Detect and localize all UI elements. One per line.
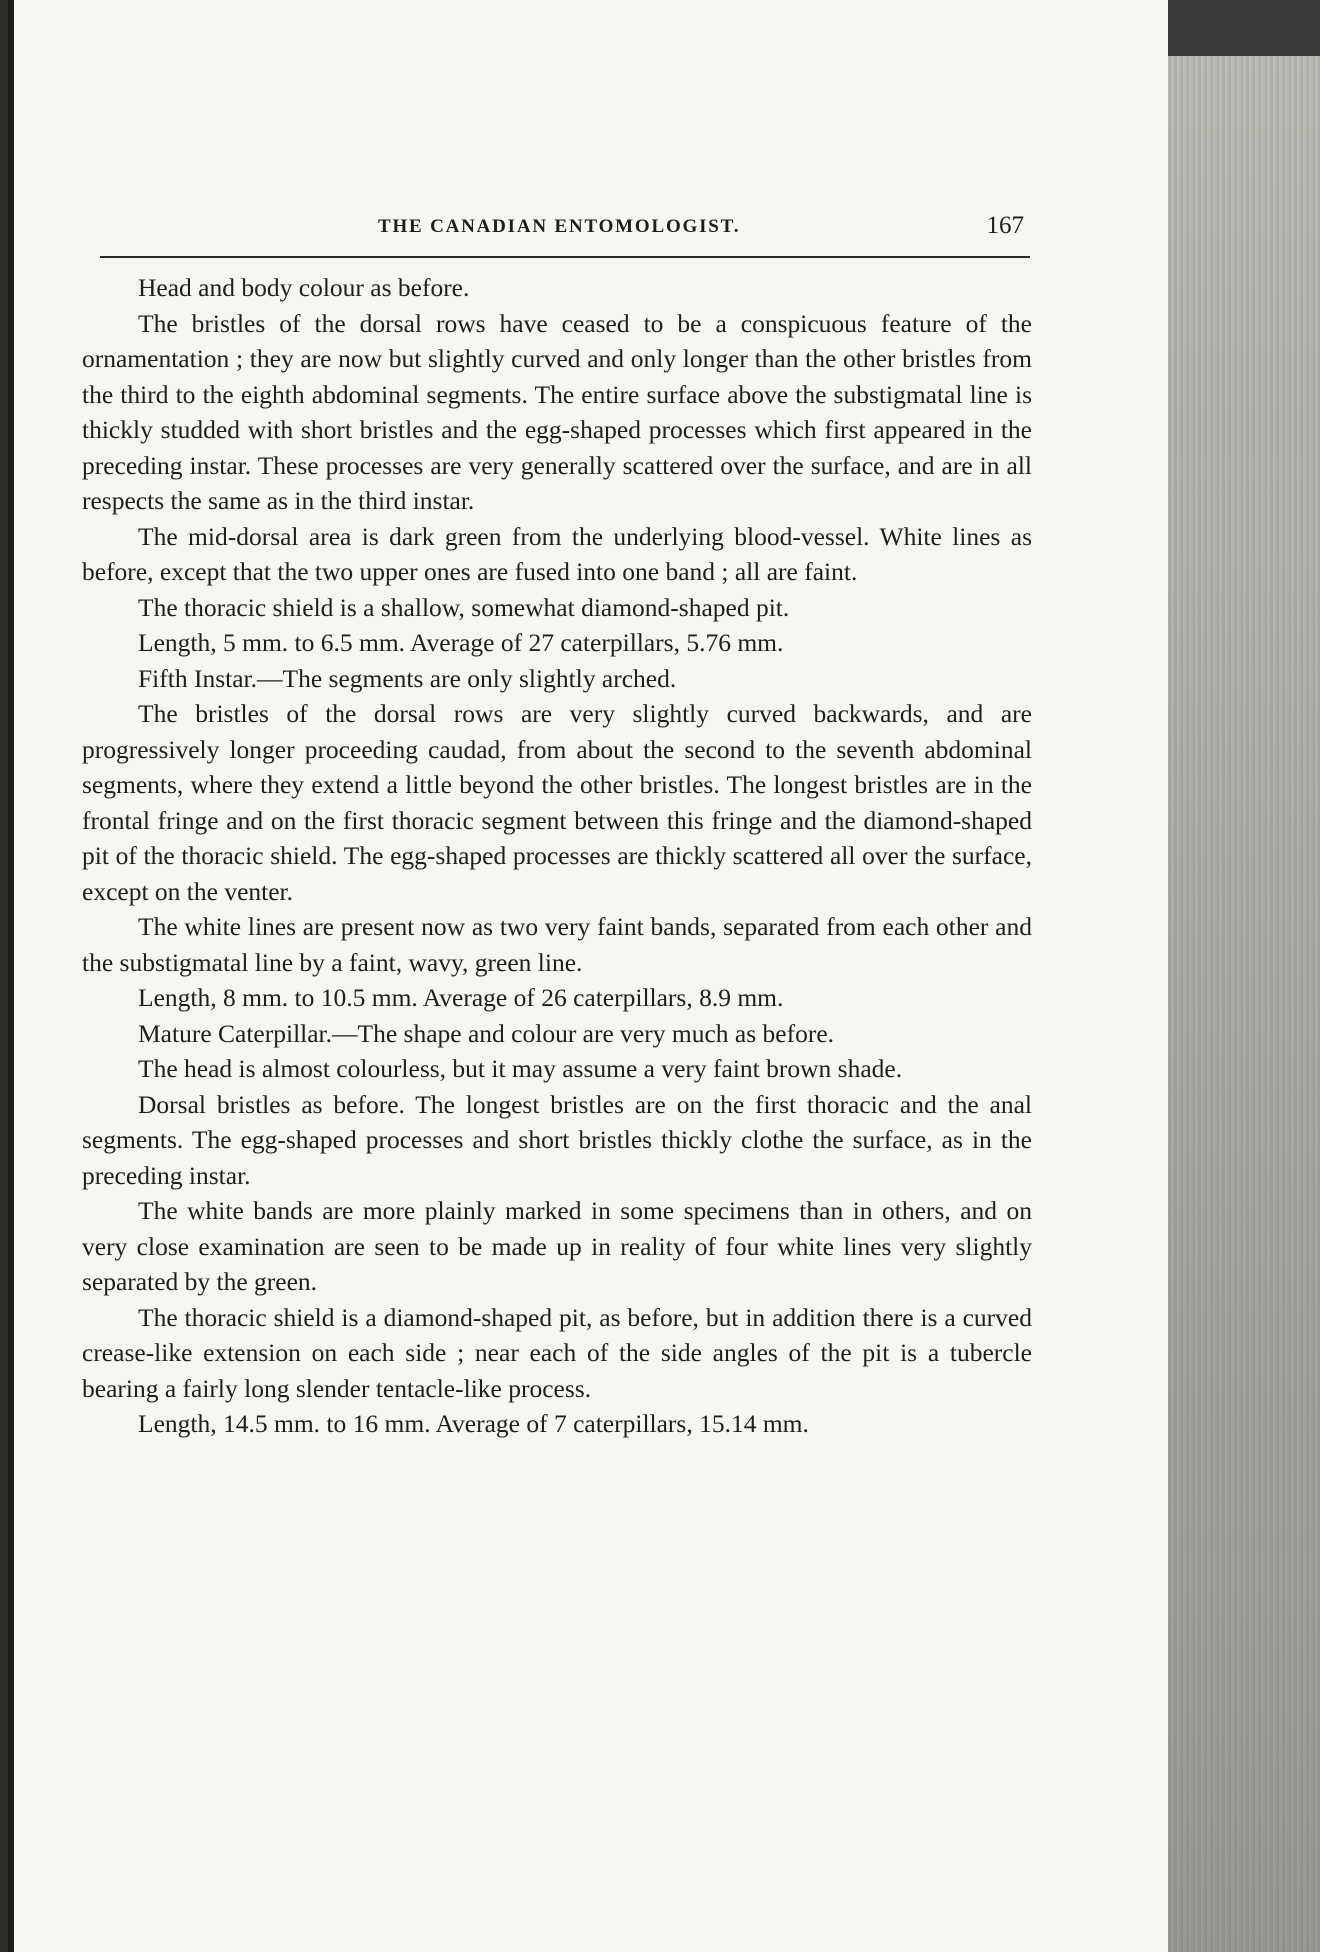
- paragraph: Length, 5 mm. to 6.5 mm. Average of 27 caterpillars, 5.76 mm.: [138, 628, 784, 657]
- paragraph: Head and body colour as before.: [138, 273, 470, 302]
- paragraph: The head is almost colourless, but it may assume a very faint brown shade.: [138, 1054, 903, 1083]
- paragraph: The mid-dorsal area is dark green from the underlying blood-vessel. White lines as before, except that the two upper ones are fused into one band ; all are faint.: [82, 521, 1032, 586]
- background-shadow: [1168, 0, 1320, 60]
- paragraph: Length, 8 mm. to 10.5 mm. Average of 26 caterpillars, 8.9 mm.: [138, 983, 784, 1012]
- paragraph: Mature Caterpillar.—The shape and colour are very much as before.: [138, 1018, 835, 1048]
- paragraph: The thoracic shield is a shallow, somewhat diamond-shaped pit.: [138, 592, 790, 622]
- body-text: [82, 270, 1032, 1442]
- running-title: THE CANADIAN ENTOMOLOGIST.: [378, 216, 741, 237]
- paragraph: The white lines are present now as two very faint bands, separated from each other and the substigmatal line by a faint, wavy, green line.: [82, 912, 1032, 977]
- paragraph: The thoracic shield is a diamond-shaped pit, as before, but in addition there is a curved crease-like extension on each side ; near each of the side angles of the pit is a tubercle bearing a fairly long slender tentacle-like process.: [82, 1302, 1032, 1403]
- book-page-edges: [1168, 56, 1320, 1952]
- page-number: 167: [986, 212, 1024, 239]
- page-header: [100, 212, 1030, 258]
- paragraph: The white bands are more plainly marked in some specimens than in others, and on very close examination are seen to be made up in reality of four white lines very slightly separated by the green.: [82, 1196, 1032, 1296]
- paragraph: The bristles of the dorsal rows are very slightly curved backwards, and are progressively longer proceeding caudad, from about the second to the seventh abdominal segments, where they extend a little beyond the other bristles. The longest bristles are in the frontal fringe and on the first thoracic segment between this fringe and the diamond-shaped pit of the thoracic shield. The egg-shaped processes are thickly scattered all over the surface, except on the venter.: [82, 699, 1032, 906]
- paragraph: The bristles of the dorsal rows have ceased to be a conspicuous feature of the ornamentation ; they are now but slightly curved and only longer than the other bristles from the third to the eighth abdominal segments. The entire surface above the substigmatal line is thickly studded with short bristles and the egg-shaped processes which first appeared in the preceding instar. These processes are very generally scattered over the surface, and are in all respects the same as in the third instar.: [82, 308, 1032, 515]
- paragraph: Dorsal bristles as before. The longest bristles are on the first thoracic and the anal segments. The egg-shaped processes and short bristles thickly clothe the surface, as in the preceding instar.: [82, 1089, 1032, 1190]
- paragraph: Fifth Instar.—The segments are only slightly arched.: [138, 663, 677, 693]
- paragraph: Length, 14.5 mm. to 16 mm. Average of 7 caterpillars, 15.14 mm.: [138, 1409, 809, 1438]
